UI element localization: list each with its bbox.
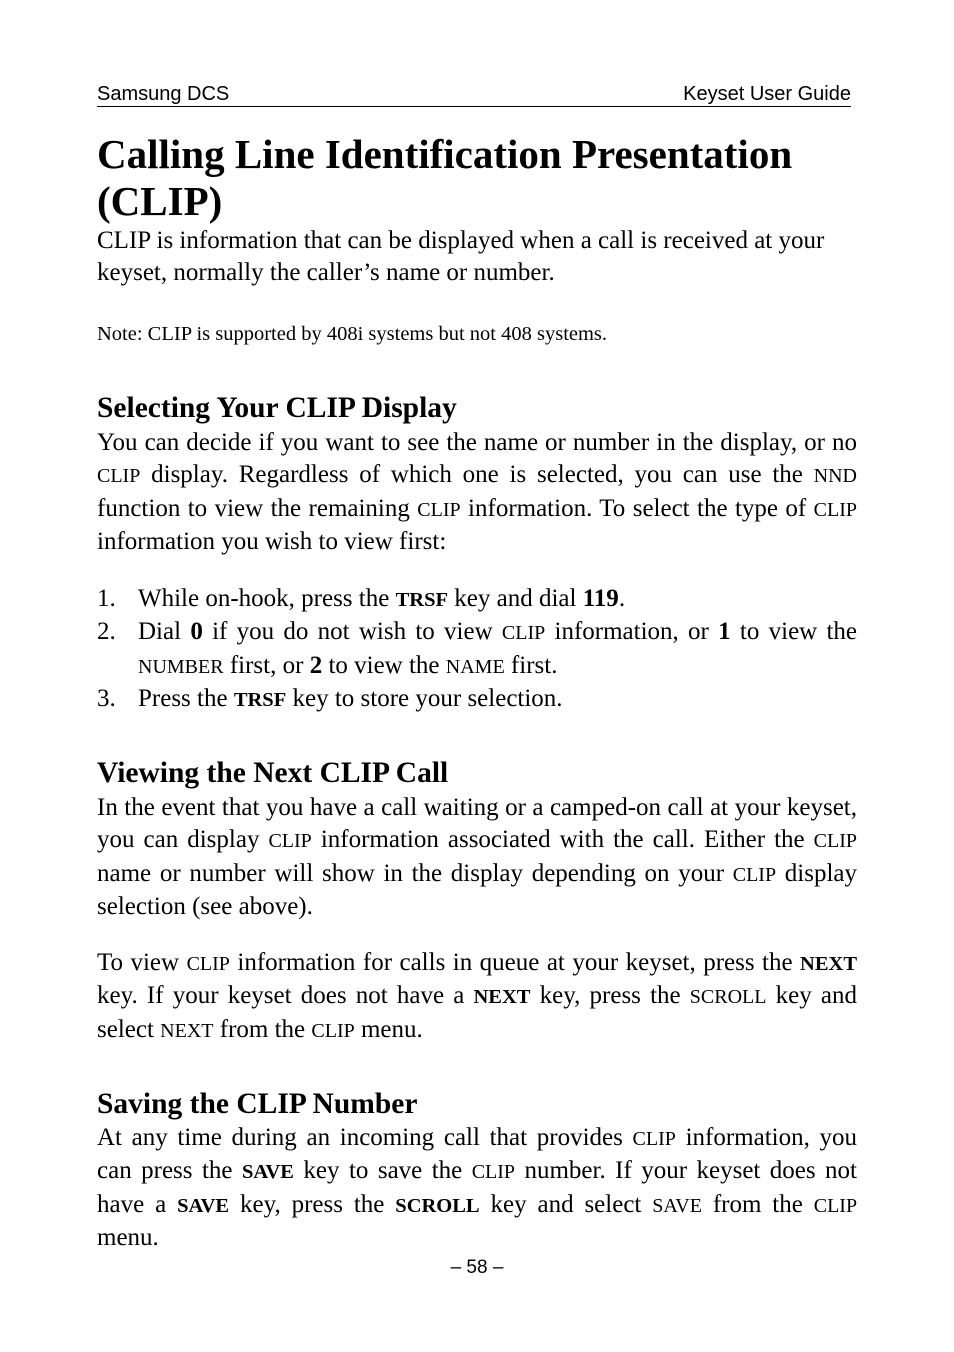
list-item xyxy=(97,583,857,616)
text: key, press the xyxy=(539,982,681,1010)
smallcaps-term: NAME xyxy=(445,655,505,678)
saving-paragraph xyxy=(97,1122,857,1254)
text: from the xyxy=(219,1015,306,1043)
smallcaps-term: CLIP xyxy=(186,953,230,975)
smallcaps-term: NEXT xyxy=(160,1019,214,1042)
text: . xyxy=(618,585,626,612)
text: from the xyxy=(712,1190,803,1218)
text: menu. xyxy=(97,1223,159,1251)
dial-code: 119 xyxy=(582,585,619,612)
list-item xyxy=(97,683,857,716)
key-label: NEXT xyxy=(473,986,531,1009)
text: key. If your keyset does not have a xyxy=(97,982,465,1010)
text: key and select xyxy=(97,982,858,1043)
text: function to view the remaining xyxy=(97,494,410,522)
text: key and dial xyxy=(454,585,577,612)
smallcaps-term: NND xyxy=(813,465,858,488)
text: To view xyxy=(97,949,180,976)
text: display selection (see above). xyxy=(97,859,857,920)
step-number: 3. xyxy=(97,684,116,712)
viewing-paragraph-2 xyxy=(97,947,857,1047)
viewing-paragraph-1 xyxy=(97,792,857,923)
smallcaps-term: CLIP xyxy=(813,830,857,853)
dial-digit: 2 xyxy=(309,651,323,679)
text: key and select xyxy=(490,1190,642,1218)
text: key to save the xyxy=(303,1157,463,1185)
key-label: TRSF xyxy=(395,589,448,611)
header-product: Samsung DCS xyxy=(97,83,230,105)
key-label: TRSF xyxy=(233,688,287,711)
text: to view the xyxy=(739,618,858,646)
text: information. To select the type of xyxy=(468,494,807,522)
smallcaps-term: CLIP xyxy=(813,498,857,521)
text: information, or xyxy=(554,618,709,646)
header-guide-title: Keyset User Guide xyxy=(683,83,851,105)
section-heading-saving: Saving the CLIP Number xyxy=(97,1088,418,1120)
smallcaps-term: CLIP xyxy=(471,1161,516,1184)
smallcaps-term: CLIP xyxy=(268,830,312,853)
page-number: – 58 – xyxy=(450,1257,504,1278)
page-title: Calling Line Identification Presentation (CLIP) xyxy=(97,131,793,224)
text: key to store your selection. xyxy=(292,684,563,712)
text: to view the xyxy=(328,651,440,679)
text: information for calls in queue at your keyset, press the xyxy=(237,949,793,976)
smallcaps-term: CLIP xyxy=(813,1194,858,1217)
text: Press the xyxy=(138,684,228,712)
step-number: 1. xyxy=(97,585,116,612)
smallcaps-term: CLIP xyxy=(311,1019,355,1042)
text: In the event that you have a call waiting or a camped-on call at your keyset, you can display xyxy=(97,794,857,854)
smallcaps-term: NUMBER xyxy=(138,655,224,678)
text: At any time during an incoming call that provides xyxy=(97,1124,623,1151)
list-item xyxy=(97,616,857,683)
text: information associated with the call. Either the xyxy=(320,826,805,854)
smallcaps-term: CLIP xyxy=(417,498,461,521)
smallcaps-term: CLIP xyxy=(97,465,141,488)
text: You can decide if you want to see the name or number in the display, or no xyxy=(97,429,857,456)
note-text: Note: CLIP is supported by 408i systems but not 408 systems. xyxy=(97,323,608,345)
text: first, or xyxy=(229,651,304,679)
text: Dial xyxy=(138,618,182,646)
dial-digit: 0 xyxy=(190,618,203,646)
text: key, press the xyxy=(240,1190,385,1218)
selecting-paragraph xyxy=(97,427,857,558)
key-label: SAVE xyxy=(177,1194,230,1217)
step-number: 2. xyxy=(97,618,116,646)
text: menu. xyxy=(360,1015,423,1043)
text: information you wish to view first: xyxy=(97,527,447,555)
key-label: SAVE xyxy=(241,1161,294,1184)
smallcaps-term: SCROLL xyxy=(689,986,767,1009)
text: number. If your keyset does not have a xyxy=(97,1157,858,1218)
text: name or number will show in the display depending on your xyxy=(97,859,725,887)
smallcaps-term: CLIP xyxy=(732,863,777,886)
steps-list xyxy=(97,583,857,716)
key-label: SCROLL xyxy=(395,1194,480,1217)
text: While on-hook, press the xyxy=(138,585,390,612)
smallcaps-term: CLIP xyxy=(501,622,546,645)
smallcaps-term: CLIP xyxy=(632,1128,676,1150)
smallcaps-term: SAVE xyxy=(652,1194,702,1217)
key-label: NEXT xyxy=(800,953,858,975)
section-heading-selecting: Selecting Your CLIP Display xyxy=(97,392,457,424)
text: first. xyxy=(510,651,558,679)
text: display. Regardless of which one is selected, you can use the xyxy=(151,461,803,489)
section-heading-viewing: Viewing the Next CLIP Call xyxy=(97,757,449,789)
intro-paragraph: CLIP is information that can be displayed when a call is received at your keyset, normally the caller’s name or number. xyxy=(97,227,825,287)
dial-digit: 1 xyxy=(718,618,731,646)
text: if you do not wish to view xyxy=(212,618,493,646)
text: information, you can press the xyxy=(97,1124,858,1185)
running-header xyxy=(97,82,851,107)
